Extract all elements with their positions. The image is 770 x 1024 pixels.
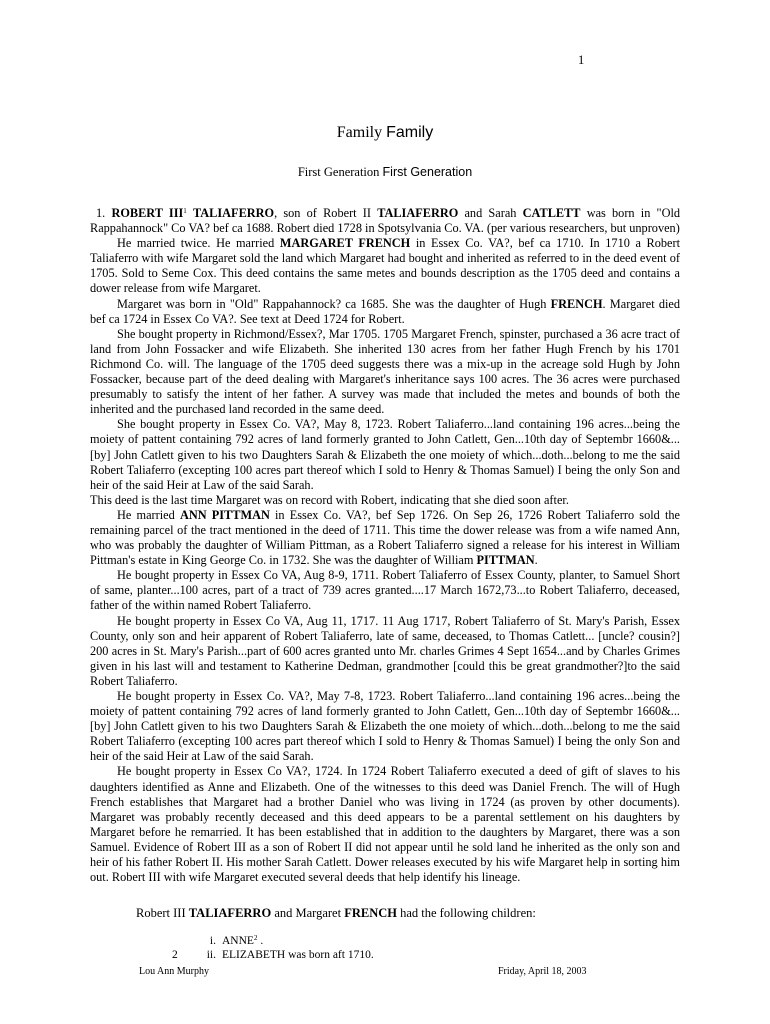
paragraph-property-1723: She bought property in Essex Co. VA?, May 8, 1723. Robert Taliaferro...land containing 196 acres...being the moiety of pattent containing 792 acres of land formerly granted to John Catlett, Gen...10th day of Septembr 1660&...[by] John Catlett given to his two Daughters Sarah & Elizabeth the one moiety of which...doth...belong to me the said Robert Taliaferro (excepting 100 acres part thereof which I sold to Henry & Thomas Samuel) I being the only Son and heir of the said Heir at Law of the said Sarah. (90, 417, 680, 492)
title-sans: Family (386, 124, 434, 141)
children-intro-text: Robert III (136, 906, 189, 920)
title-serif: Family (336, 124, 383, 141)
children-intro-text: had the following children: (396, 906, 536, 920)
surname: TALIAFERRO (188, 906, 272, 920)
surname: PITTMAN (476, 553, 535, 568)
entry-name: ROBERT III (111, 206, 184, 220)
child-item (172, 949, 374, 961)
entry-text: was born in "Old Rappahannock" Co VA? bef ca 1688. Robert died 1728 in Spotsylvania Co. VA. (per various researchers, but unproven) (90, 206, 681, 236)
surname: FRENCH (344, 906, 397, 920)
generation-serif: First Generation (297, 165, 380, 179)
document-body (90, 206, 680, 885)
paragraph-property-1723b: He bought property in Essex Co. VA?, May 7-8, 1723. Robert Taliaferro...land containing 196 acres...being the moiety of pattent containing 792 acres of land formerly granted to John Catlett, Gen...10th day of Septembr 1660&...[by] John Catlett given to his two Daughters Sarah & Elizabeth the one moiety of which...doth...belong to me the said Robert Taliaferro (excepting 100 acres part thereof which I sold to Henry & Thomas Samuel) I being the only Son and heir of the said Heir at Law of the said Sarah. (90, 689, 680, 764)
paragraph-text: He married (117, 507, 180, 522)
page-number: 1 (578, 53, 585, 67)
paragraph-text: . (534, 553, 538, 568)
paragraph-text: in Essex Co. VA?, bef Sep 1726. On Sep 26, 1726 Robert Taliaferro sold the remaining parcel of the tract mentioned in the deed of 1711. This time the dower release was from a wife named Ann, who was probably the daughter of William Pittman, as a Robert Taliaferro signed a release for his interest in William Pittman's estate in King George Co. in 1732. She was the daughter of William (90, 507, 680, 568)
entry-sup: 1 (183, 207, 187, 215)
child-roman: ii. (206, 949, 216, 961)
mother-surname: CATLETT (522, 206, 581, 220)
child-text: ANNE (222, 935, 254, 947)
paragraph-property-1711: He bought property in Essex Co VA, Aug 8-9, 1711. Robert Taliaferro of Essex County, planter, to Samuel Short of same, planter...100 acres, part of a tract of 739 acres granted....17 March 1672,73...to Robert Taliaferro, deceased, father of the within named Robert Taliaferro. (90, 568, 680, 613)
children-intro (136, 906, 536, 921)
paragraph-text: . Margaret died bef ca 1724 in Essex Co VA?. See text at Deed 1724 for Robert. (90, 296, 681, 326)
paragraph-note: This deed is the last time Margaret was on record with Robert, indicating that she died soon after. (90, 492, 569, 507)
generation-sans: First Generation (382, 165, 473, 179)
page-title (0, 124, 770, 142)
spouse-name: MARGARET FRENCH (279, 236, 411, 251)
paragraph-property-1724: He bought property in Essex Co VA?, 1724. In 1724 Robert Taliaferro executed a deed of gift of slaves to his daughters identified as Anne and Elizabeth. One of the witnesses to this deed was Daniel French. The will of Hugh French establishes that Margaret had a brother Daniel who was living in 1724 (as proven by other documents). Margaret was probably recently deceased and this deed appears to be a parental settlement on his daughters by Margaret before he remarried. It has been established that in addition to the daughters by Margaret, there was a son Samuel. Evidence of Robert III as a son of Robert II did not appear until he sold land he inherited as the only son and heir of his father Robert II. His mother Sarah Catlett. Dower releases executed by his wife Margaret help in sorting him out. Robert III with wife Margaret executed several deeds that help identify his lineage. (90, 764, 680, 885)
footer-author: Lou Ann Murphy (139, 966, 209, 977)
child-sup: 2 (253, 934, 258, 942)
children-intro-text: and Margaret (271, 906, 345, 920)
paragraph-text: Margaret was born in "Old" Rappahannock? ca 1685. She was the daughter of Hugh (117, 296, 551, 311)
child-text: ELIZABETH was born aft 1710. (222, 949, 374, 961)
paragraph-text: He married twice. He married (117, 236, 280, 251)
child-text: . (257, 935, 264, 947)
paragraph-property-1717: He bought property in Essex Co VA, Aug 11, 1717. 11 Aug 1717, Robert Taliaferro of St. Mary's Parish, Essex County, only son and heir apparent of Robert Taliaferro, late of same, deceased, to Thomas Catlett... [uncle? cousin?] 200 acres in St. Mary's Parish...part of 600 acres granted unto Mr. charles Grimes 4 Sept 1654...and by Charles Grimes given in his last will and testament to Katherine Dedman, grandmother [could this be great grandmother?]to the said Robert Taliaferro. (90, 613, 680, 688)
paragraph-text: in Essex Co. VA?, bef ca 1710. In 1710 a Robert Taliaferro with wife Margaret sold the land which Margaret had bought and inherited as referred to in the deed event of 1705. Sold to Seme Cox. This deed contains the same metes and bounds description as the 1705 deed and contains a dower release from wife Margaret. (90, 236, 680, 296)
footer-date: Friday, April 18, 2003 (498, 966, 587, 977)
entry-intro (90, 206, 680, 236)
surname: FRENCH (550, 296, 603, 311)
father-surname: TALIAFERRO (377, 206, 459, 220)
entry-text: , son of Robert II (274, 206, 378, 220)
generation-heading (0, 165, 770, 180)
entry-number: 1. (96, 206, 106, 220)
paragraph-marriage-1 (90, 236, 680, 296)
paragraph-property-1705: She bought property in Richmond/Essex?, Mar 1705. 1705 Margaret French, spinster, purchased a 36 acre tract of land from John Fossacker and wife Elizabeth. She inherited 130 acres from her father Hugh French by his 1701 Richmond Co. will. The language of the 1705 deed suggests there was a mix-up in the acreage sold Hugh by John Fossacker, because part of the deed dealing with Margaret's inheritance says 100 acres. The 36 acres were purchased presumably to satisfy the intent of her father. A survey was made that included the metes and bounds of both the inherited and the purchased land recorded in the same deed. (90, 326, 680, 417)
paragraph-margaret (90, 297, 680, 327)
spouse-name: ANN PITTMAN (179, 507, 270, 522)
paragraph-marriage-2 (90, 508, 680, 568)
child-number: 2 (172, 949, 178, 961)
entry-text: and Sarah (458, 206, 523, 220)
child-item (172, 935, 263, 947)
entry-surname: TALIAFERRO (193, 206, 275, 220)
child-roman: i. (209, 935, 216, 947)
